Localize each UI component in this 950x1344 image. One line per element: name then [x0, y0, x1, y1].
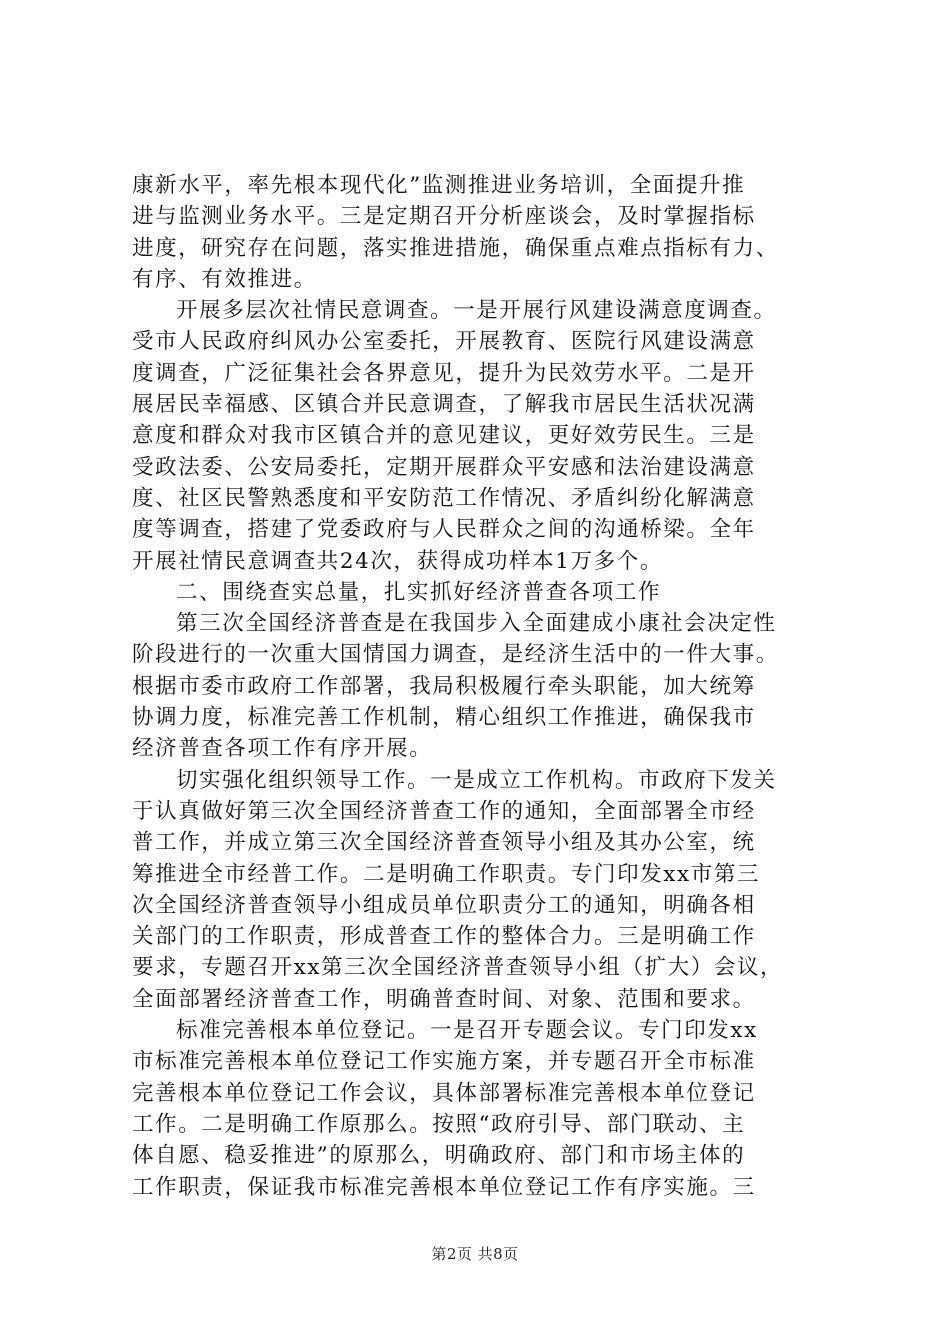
text-line: 工作职责，保证我市标准完善根本单位登记工作有序实施。三	[132, 1174, 756, 1200]
text-line: 市标准完善根本单位登记工作实施方案，并专题召开全市标准	[132, 1049, 756, 1075]
paragraph-first-line: 第三次全国经济普查是在我国步入全面建成小康社会决定性	[176, 611, 777, 637]
text-line: 康新水平，率先根本现代化”监测推进业务培训，全面提升推	[132, 173, 746, 198]
text-line: 关部门的工作职责，形成普查工作的整体合力。三是明确工作	[132, 924, 756, 950]
paragraph-first-line: 标准完善根本单位登记。一是召开专题会议。专门印发xx	[176, 1018, 758, 1044]
text-line: 根据市委市政府工作部署，我局积极履行牵头职能，加大统筹	[132, 673, 756, 699]
text-line: 受市人民政府纠风办公室委托，开展教育、医院行风建设满意	[132, 329, 756, 355]
text-line: 展居民幸福感、区镇合并民意调查，了解我市居民生活状况满	[132, 392, 756, 418]
text-line: 意度和群众对我市区镇合并的意见建议，更好效劳民生。三是	[132, 423, 756, 449]
paragraph-first-line: 切实强化组织领导工作。一是成立工作机构。市政府下发关	[176, 767, 777, 793]
text-line: 协调力度，标准完善工作机制，精心组织工作推进，确保我市	[132, 705, 756, 731]
text-line: 度、社区民警熟悉度和平安防范工作情况、矛盾纠纷化解满意	[132, 485, 756, 511]
text-line: 阶段进行的一次重大国情国力调查，是经济生活中的一件大事。	[132, 642, 779, 668]
text-line: 有序、有效推进。	[132, 266, 317, 292]
text-line: 于认真做好第三次全国经济普查工作的通知，全面部署全市经	[132, 798, 756, 824]
text-line: 全面部署经济普查工作，明确普查时间、对象、范围和要求。	[132, 986, 756, 1012]
text-line: 筹推进全市经普工作。二是明确工作职责。专门印发xx市第三	[132, 861, 761, 887]
text-line: 度调查，广泛征集社会各界意见，提升为民效劳水平。二是开	[132, 360, 756, 386]
paragraph-first-line: 开展多层次社情民意调查。一是开展行风建设满意度调查。	[176, 298, 777, 324]
text-line: 进与监测业务水平。三是定期召开分析座谈会，及时掌握指标	[132, 204, 756, 230]
text-line: 受政法委、公安局委托，定期开展群众平安感和法治建设满意	[132, 454, 756, 480]
text-line: 工作。二是明确工作原那么。按照“政府引导、部门联动、主	[132, 1111, 746, 1137]
page-number-footer: 第2页 共8页	[431, 1245, 519, 1263]
text-line: 进度，研究存在问题，落实推进措施，确保重点难点指标有力、	[132, 235, 779, 261]
text-line: 经济普查各项工作有序开展。	[132, 736, 433, 762]
text-line: 度等调查，搭建了党委政府与人民群众之间的沟通桥梁。全年	[132, 517, 756, 543]
text-line: 开展社情民意调查共24次，获得成功样本1万多个。	[132, 548, 663, 574]
text-line: 体自愿、稳妥推进”的原那么，明确政府、部门和市场主体的	[132, 1143, 746, 1169]
text-line: 要求，专题召开xx第三次全国经济普查领导小组（扩大）会议，	[132, 955, 784, 981]
section-heading: 二、围绕查实总量，扎实抓好经济普查各项工作	[176, 579, 662, 605]
text-line: 普工作，并成立第三次全国经济普查领导小组及其办公室，统	[132, 830, 756, 856]
document-body	[132, 170, 832, 1203]
text-line: 次全国经济普查领导小组成员单位职责分工的通知，明确各相	[132, 892, 756, 918]
text-line: 完善根本单位登记工作会议，具体部署标准完善根本单位登记	[132, 1080, 756, 1106]
